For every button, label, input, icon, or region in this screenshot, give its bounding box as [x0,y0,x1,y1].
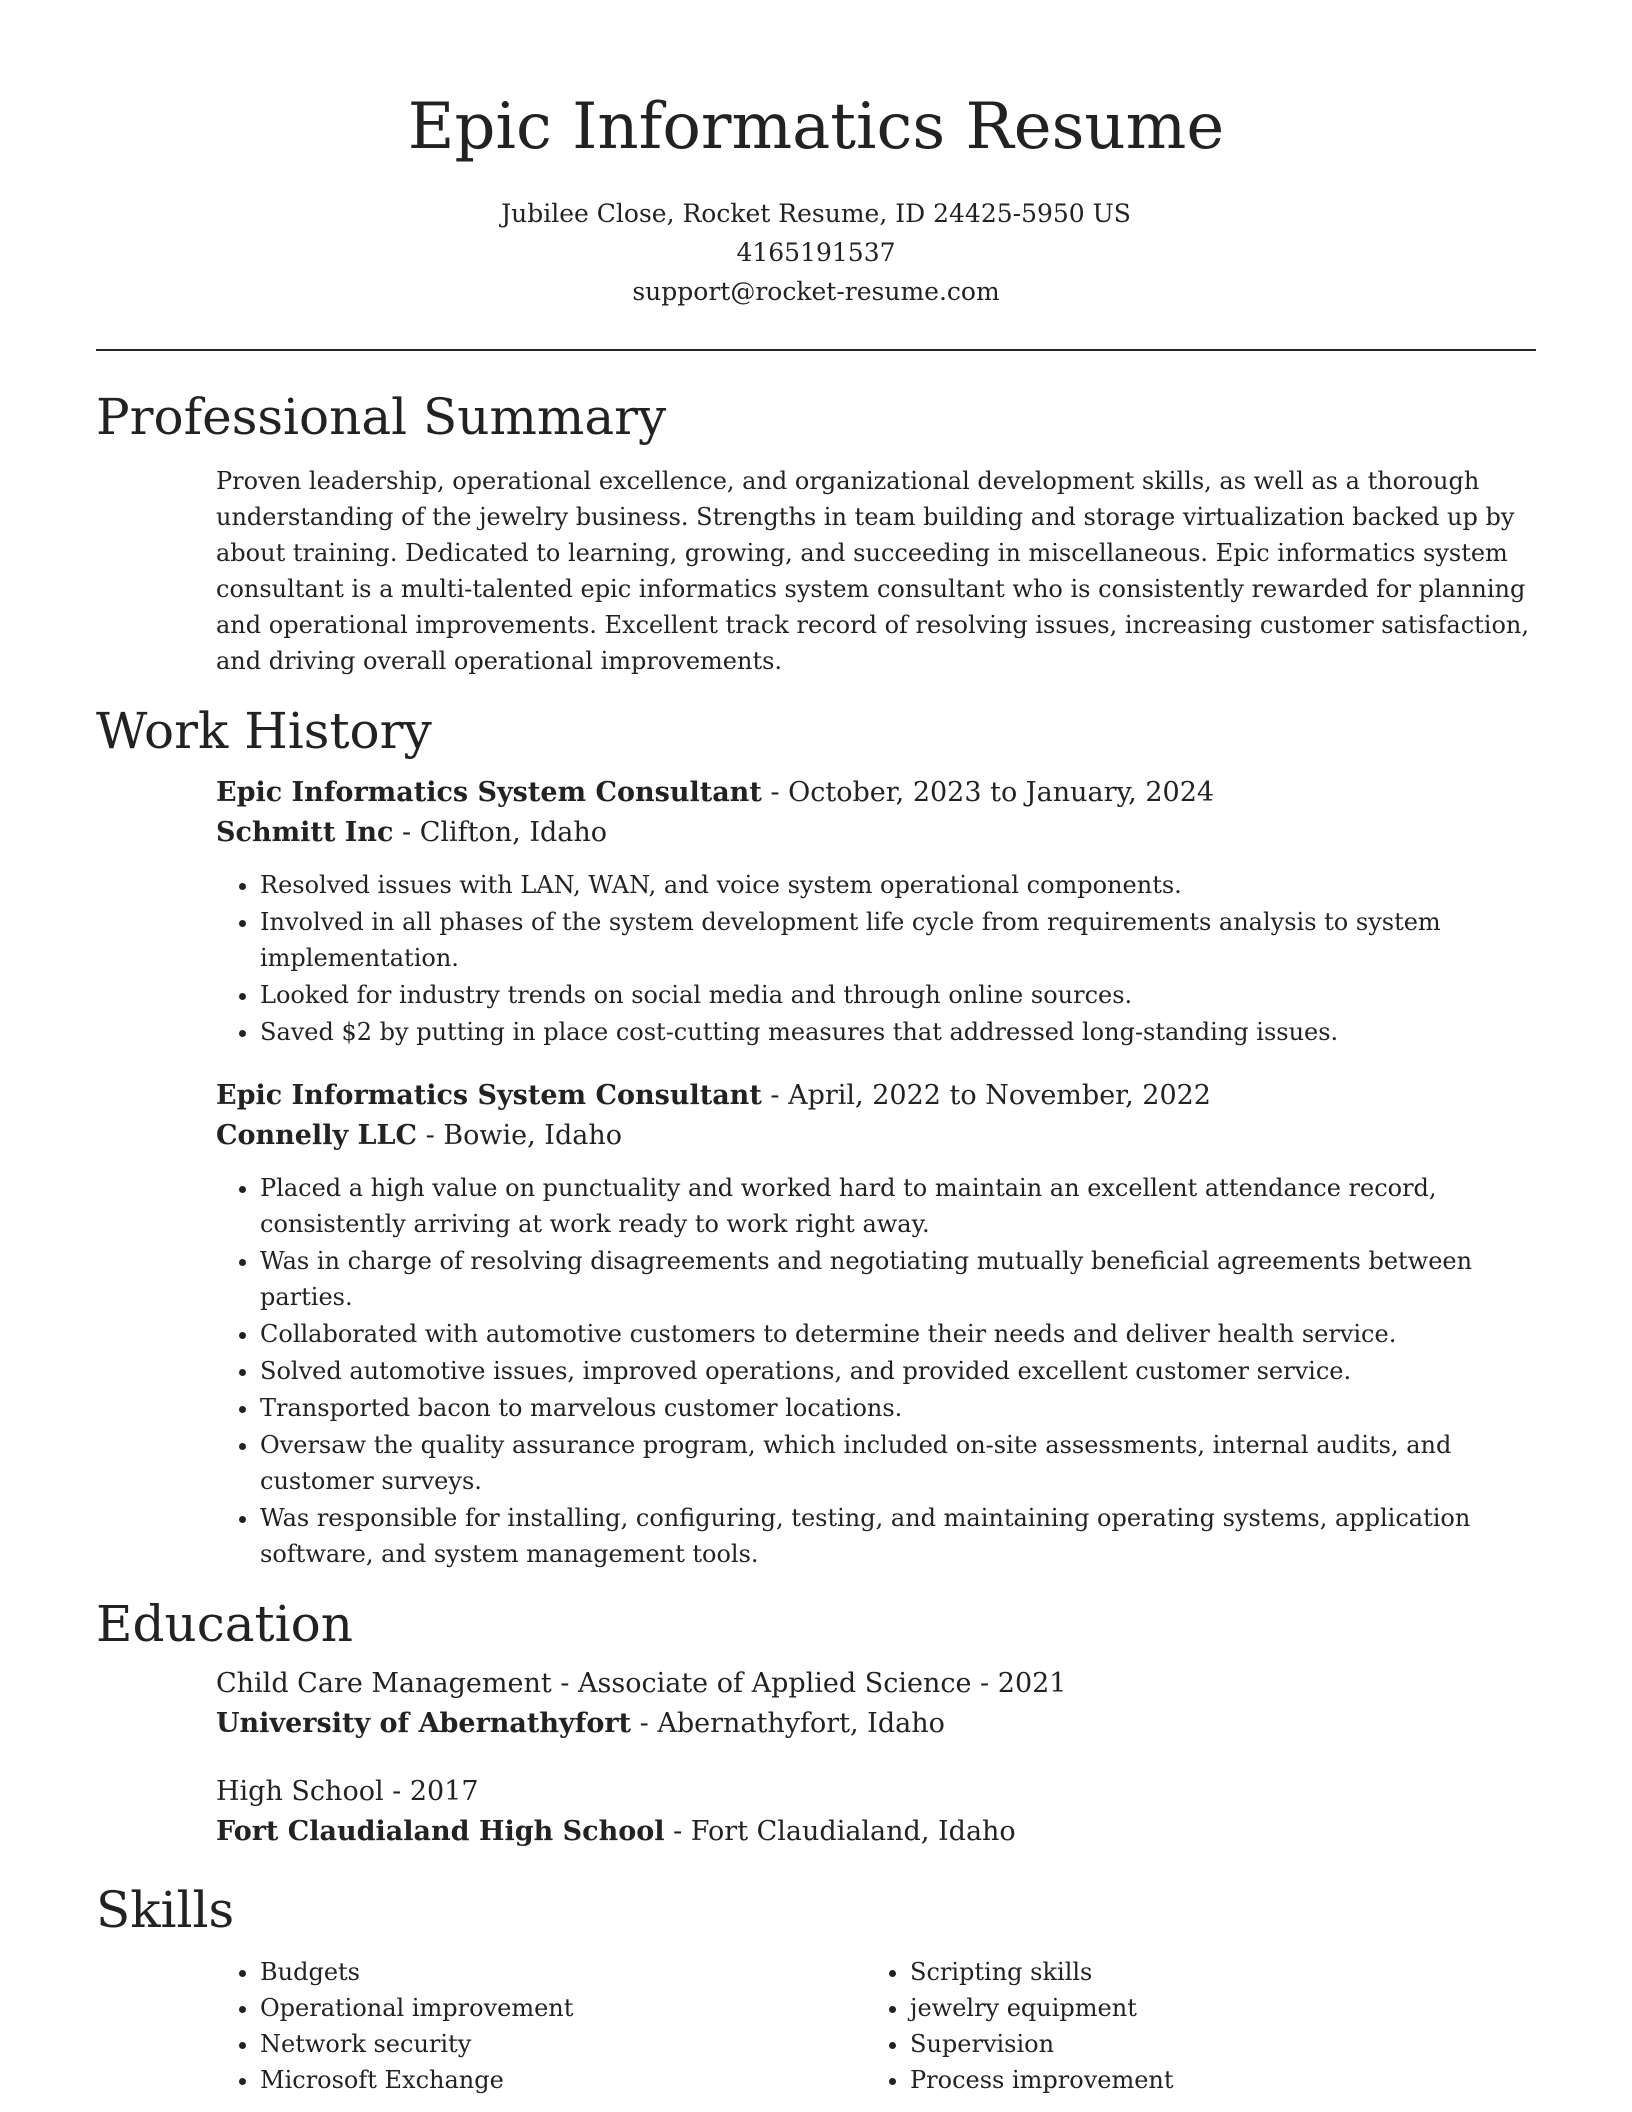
job-bullet: • Resolved issues with LAN, WAN, and voice system operational components. [260,867,1536,903]
work-history-heading: Work History [96,702,432,760]
job-bullet: • Placed a high value on punctuality and worked hard to maintain an excellent attendance record, consistently arriving at work ready to work right away. [260,1170,1536,1242]
job-bullet: • Saved $2 by putting in place cost-cutting measures that addressed long-standing issues. [260,1014,1536,1050]
job-dates: - April, 2022 to November, 2022 [761,1080,1211,1111]
job-company: Schmitt Inc [216,817,394,848]
skill-item: • Process improvement [910,2062,1516,2098]
contact-phone: 4165191537 [736,238,896,267]
summary-section [96,463,1536,679]
skill-item: • Scripting skills [910,1954,1516,1990]
skills-list-right [866,1954,1516,2098]
skills-column-left [216,1954,866,2098]
job-company: Connelly LLC [216,1120,417,1151]
skills-column-right [866,1954,1516,2098]
job-entry [216,773,1536,1050]
skills-heading: Skills [96,1881,235,1939]
skill-item: • Operational improvement [260,1990,866,2026]
job-bullet: • Oversaw the quality assurance program, which included on-site assessments, internal audits, and customer surveys. [260,1427,1536,1499]
summary-heading: Professional Summary [96,388,667,446]
skill-item: • Microsoft Exchange [260,2062,866,2098]
skill-item: • Supervision [910,2026,1516,2062]
job-bullet: • Solved automotive issues, improved operations, and provided excellent customer service. [260,1353,1536,1389]
education-location: - Fort Claudialand, Idaho [664,1816,1016,1847]
job-position: Epic Informatics System Consultant [216,1080,762,1111]
contact-email: support@rocket-resume.com [632,277,1000,306]
job-title-line [216,1076,1536,1116]
header-divider [96,349,1536,351]
job-bullets [216,1170,1536,1572]
skill-item: • Budgets [260,1954,866,1990]
education-degree: High School - 2017 [216,1776,479,1807]
education-school-line [216,1704,1536,1744]
education-section [96,1664,1536,1852]
summary-text: Proven leadership, operational excellence, and organizational development skills, as well as a thorough understanding of the jewelry business. Strengths in team building and storage virtualization backed up by about training. Dedicated to learning, growing, and succeeding in miscellaneous. Epic informatics system consultant is a multi-talented epic informatics system consultant who is consistently rewarded for planning and operational improvements. Excellent track record of resolving issues, increasing customer satisfaction, and driving overall operational improvements. [216,467,1529,675]
work-history-section [96,773,1536,1572]
skills-list-left [216,1954,866,2098]
resume-name: Epic Informatics Resume [407,90,1225,164]
resume-header [96,0,1536,311]
job-position: Epic Informatics System Consultant [216,777,762,808]
job-location: - Clifton, Idaho [393,817,608,848]
job-location: - Bowie, Idaho [417,1120,622,1151]
job-company-line [216,813,1536,853]
job-bullet: • Was in charge of resolving disagreements and negotiating mutually beneficial agreements between parties. [260,1243,1536,1315]
job-entry [216,1076,1536,1572]
job-title-line [216,773,1536,813]
education-school: University of Abernathyfort [216,1708,632,1739]
job-bullet: • Was responsible for installing, configuring, testing, and maintaining operating systems, application software, and system management tools. [260,1500,1536,1572]
education-school-line [216,1812,1536,1852]
skills-grid [216,1954,1536,2098]
contact-block [96,194,1536,311]
job-dates: - October, 2023 to January, 2024 [761,777,1215,808]
job-bullet: • Collaborated with automotive customers to determine their needs and deliver health service. [260,1316,1536,1352]
education-entry [216,1664,1536,1744]
job-company-line [216,1116,1536,1156]
job-bullet: • Transported bacon to marvelous customer locations. [260,1390,1536,1426]
education-school: Fort Claudialand High School [216,1816,665,1847]
education-heading: Education [96,1595,353,1653]
skills-section [96,1954,1536,2098]
job-bullet: • Involved in all phases of the system development life cycle from requirements analysis to system implementation. [260,904,1536,976]
education-entry [216,1772,1536,1852]
education-degree: Child Care Management - Associate of Applied Science - 2021 [216,1668,1067,1699]
skill-item: • jewelry equipment [910,1990,1516,2026]
education-location: - Abernathyfort, Idaho [631,1708,945,1739]
job-bullets [216,867,1536,1050]
job-bullet: • Looked for industry trends on social media and through online sources. [260,977,1536,1013]
skill-item: • Network security [260,2026,866,2062]
contact-address: Jubilee Close, Rocket Resume, ID 24425-5950 US [501,199,1131,228]
